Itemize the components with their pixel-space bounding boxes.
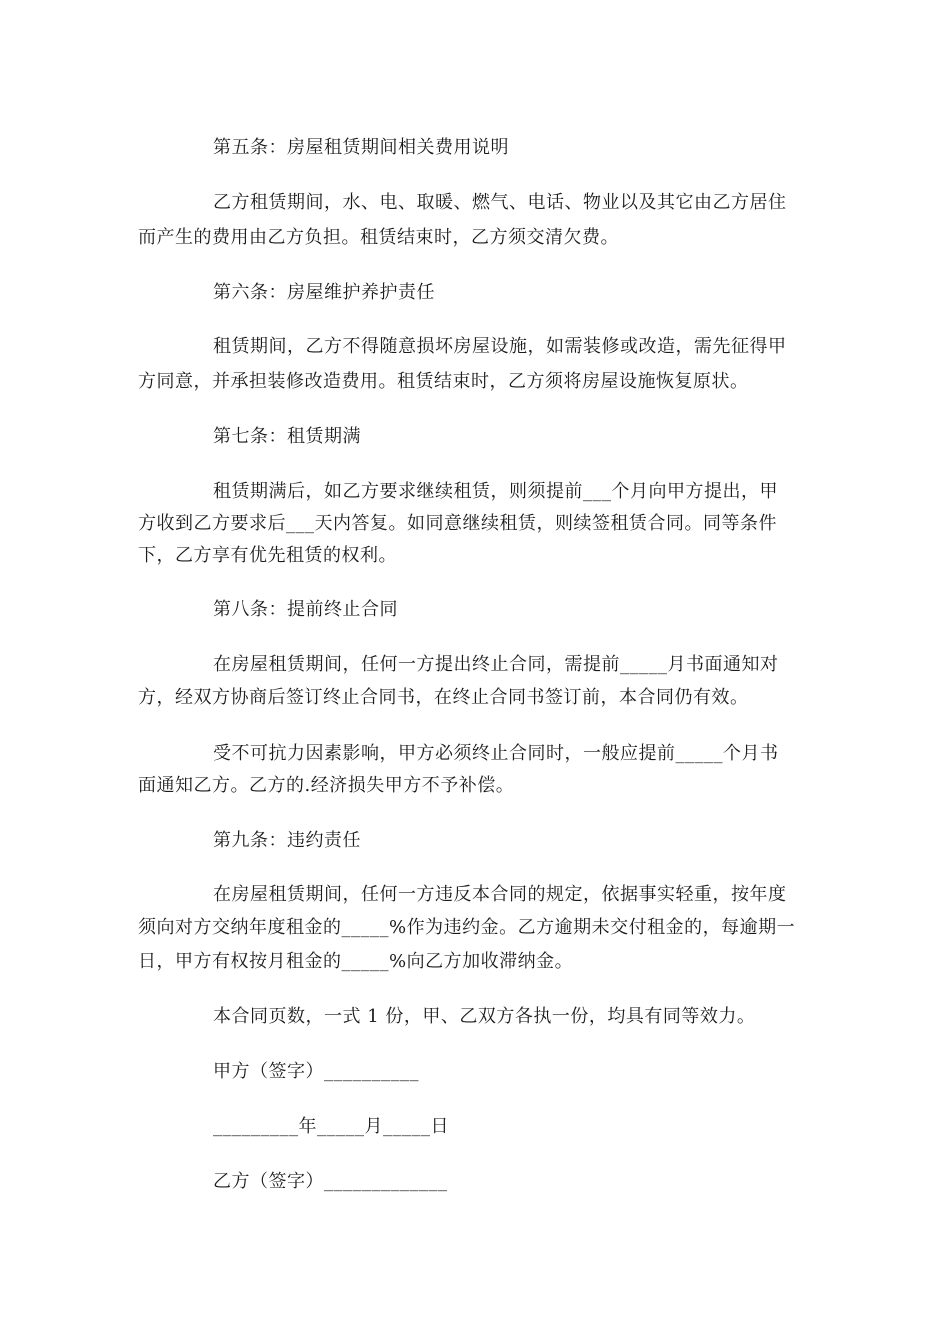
article5-line-1: 乙方租赁期间，水、电、取暖、燃气、电话、物业以及其它由乙方居住 xyxy=(213,192,787,213)
article8-para2-line-1: 受不可抗力因素影响，甲方必须终止合同时，一般应提前_____个月书 xyxy=(213,743,779,764)
article8-heading: 第八条：提前终止合同 xyxy=(213,599,398,620)
article5-heading: 第五条：房屋租赁期间相关费用说明 xyxy=(213,137,509,158)
article6-line-2: 方同意，并承担装修改造费用。租赁结束时，乙方须将房屋设施恢复原状。 xyxy=(138,371,749,392)
article7-line-2: 方收到乙方要求后___天内答复。如同意继续租赁，则续签租赁合同。同等条件 xyxy=(138,513,777,534)
article6-heading: 第六条：房屋维护养护责任 xyxy=(213,282,435,303)
article9-line-2: 须向对方交纳年度租金的_____%作为违约金。乙方逾期未交付租金的，每逾期一 xyxy=(138,917,796,938)
article5-line-2: 而产生的费用由乙方负担。租赁结束时，乙方须交清欠费。 xyxy=(138,227,619,248)
article7-heading: 第七条：租赁期满 xyxy=(213,426,361,447)
party-b-signature: 乙方（签字）_____________ xyxy=(213,1171,448,1192)
signature-date: _________年_____月_____日 xyxy=(213,1116,449,1137)
article9-heading: 第九条：违约责任 xyxy=(213,830,361,851)
copies-statement: 本合同页数，一式 1 份，甲、乙双方各执一份，均具有同等效力。 xyxy=(213,1006,756,1027)
article6-line-1: 租赁期间，乙方不得随意损坏房屋设施，如需装修或改造，需先征得甲 xyxy=(213,336,787,357)
party-a-signature: 甲方（签字）__________ xyxy=(213,1061,419,1082)
article7-line-3: 下，乙方享有优先租赁的权利。 xyxy=(138,545,397,566)
article8-para1-line-1: 在房屋租赁期间，任何一方提出终止合同，需提前_____月书面通知对 xyxy=(213,654,779,675)
article9-line-3: 日，甲方有权按月租金的_____%向乙方加收滞纳金。 xyxy=(138,951,574,972)
article7-line-1: 租赁期满后，如乙方要求继续租赁，则须提前___个月向甲方提出，甲 xyxy=(213,481,778,502)
article8-para2-line-2: 面通知乙方。乙方的.经济损失甲方不予补偿。 xyxy=(138,775,515,796)
article8-para1-line-2: 方，经双方协商后签订终止合同书，在终止合同书签订前，本合同仍有效。 xyxy=(138,687,749,708)
article9-line-1: 在房屋租赁期间，任何一方违反本合同的规定，依据事实轻重，按年度 xyxy=(213,884,787,905)
